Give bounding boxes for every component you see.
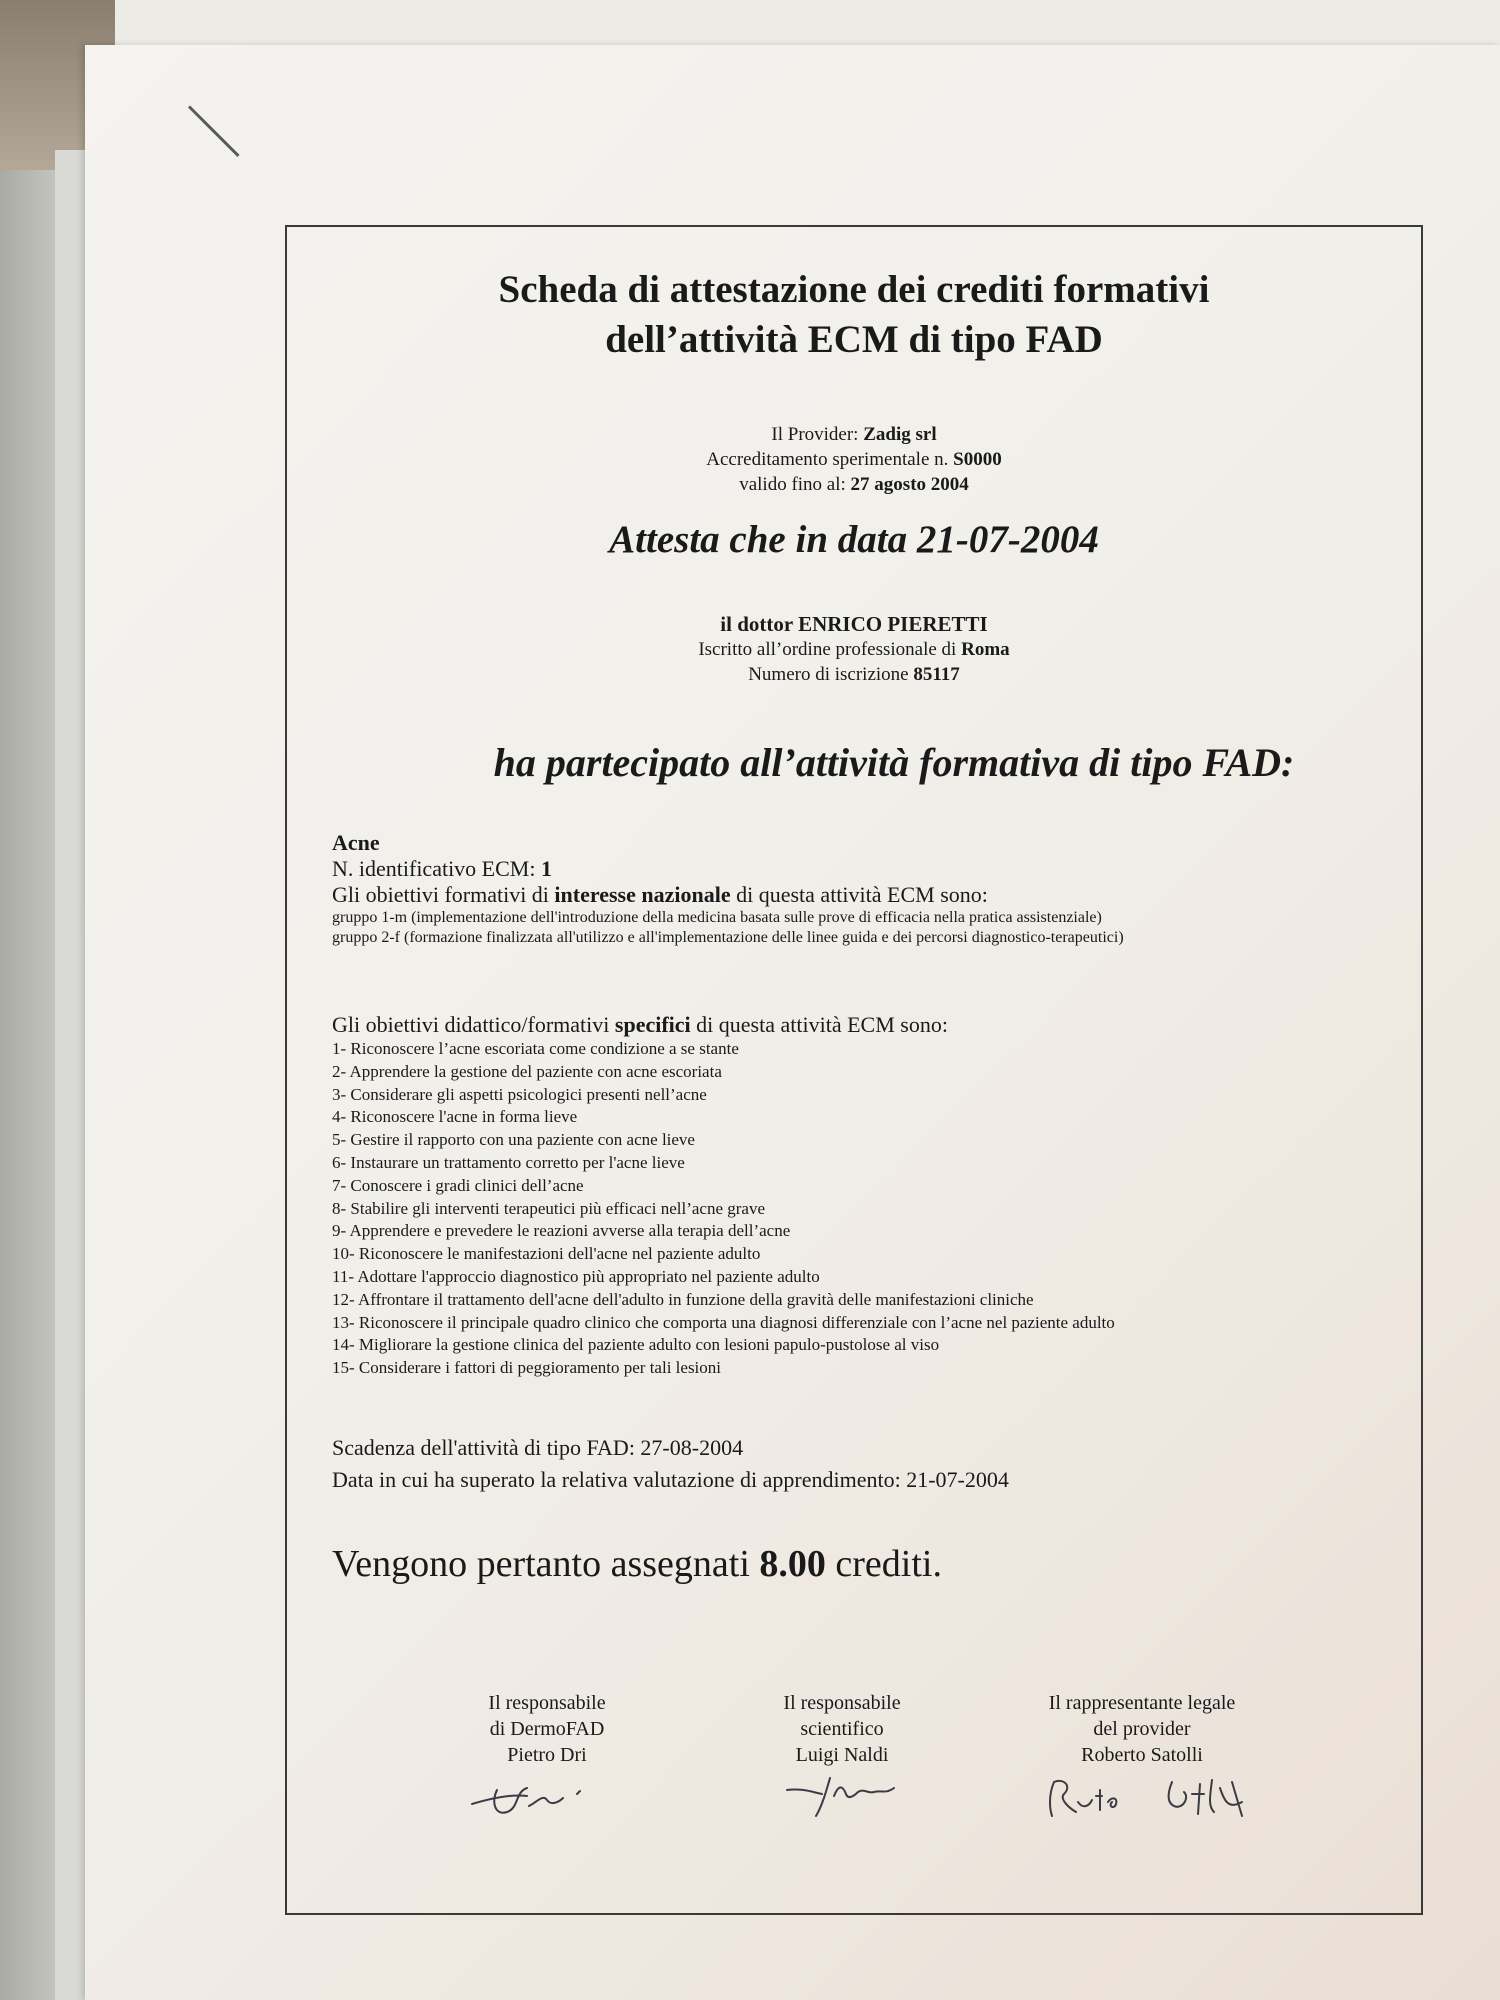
signatory-dermofad bbox=[427, 1690, 667, 1768]
national-group-1: gruppo 1-m (implementazione dell'introduzione della medicina basata sulle prove di efficacia nella pratica assistenziale) bbox=[332, 909, 1102, 926]
objective-item: 11- Adottare l'approccio diagnostico più appropriato nel paziente adulto bbox=[332, 1266, 820, 1286]
certificate-title bbox=[287, 265, 1421, 365]
signatory-role: Il rappresentante legale bbox=[1048, 1692, 1236, 1714]
provider-name: Zadig srl bbox=[863, 424, 937, 445]
signatory-role-detail: scientifico bbox=[800, 1718, 884, 1740]
signatory-legal bbox=[1022, 1690, 1262, 1768]
provider-block bbox=[287, 422, 1421, 497]
title-line-1: Scheda di attestazione dei crediti formativi bbox=[498, 268, 1210, 311]
registration-number: 85117 bbox=[913, 664, 960, 685]
objective-item: 2- Apprendere la gestione del paziente con acne escoriata bbox=[332, 1061, 722, 1081]
course-block bbox=[332, 830, 1381, 948]
objective-item: 15- Considerare i fattori di peggioramento per tali lesioni bbox=[332, 1358, 721, 1378]
signatory-role: Il responsabile bbox=[488, 1692, 606, 1714]
objective-item: 6- Instaurare un trattamento corretto per l'acne lieve bbox=[332, 1152, 685, 1172]
course-name: Acne bbox=[332, 830, 380, 855]
ecm-id-label: N. identificativo ECM: bbox=[332, 856, 536, 881]
handwritten-signature-dri bbox=[467, 1772, 617, 1822]
specific-objectives-block bbox=[332, 1012, 1381, 1380]
attestation-heading: Attesta che in data 21-07-2004 bbox=[609, 518, 1099, 561]
doctor-name: ENRICO PIERETTI bbox=[798, 612, 988, 636]
objective-item: 14- Migliorare la gestione clinica del paziente adulto con lesioni papulo-pustolose al viso bbox=[332, 1335, 940, 1355]
objective-item: 5- Gestire il rapporto con una paziente con acne lieve bbox=[332, 1130, 695, 1150]
objective-item: 10- Riconoscere le manifestazioni dell'acne nel paziente adulto bbox=[332, 1244, 761, 1264]
signatory-name: Luigi Naldi bbox=[795, 1744, 889, 1766]
deadline-block bbox=[332, 1432, 1381, 1496]
certificate-frame bbox=[285, 225, 1423, 1915]
credits-value: 8.00 bbox=[759, 1543, 826, 1585]
passed-text: Data in cui ha superato la relativa valutazione di apprendimento: 21-07-2004 bbox=[332, 1467, 1009, 1492]
objective-item: 9- Apprendere e prevedere le reazioni avverse alla terapia dell’acne bbox=[332, 1221, 791, 1241]
signatory-role: Il responsabile bbox=[783, 1692, 901, 1714]
signatory-name: Pietro Dri bbox=[507, 1744, 587, 1766]
national-group-2: gruppo 2-f (formazione finalizzata all'utilizzo e all'implementazione delle linee guida e dei percorsi diagnostico-terapeutici) bbox=[332, 929, 1124, 946]
participation-heading: ha partecipato all’attività formativa di tipo FAD: bbox=[493, 740, 1295, 785]
staple-mark bbox=[188, 105, 240, 157]
signatory-role-detail: del provider bbox=[1093, 1718, 1191, 1740]
doctor-prefix: il dottor bbox=[720, 612, 793, 636]
national-objectives-post: di questa attività ECM sono: bbox=[736, 882, 988, 907]
specific-objectives-bold: specifici bbox=[614, 1012, 691, 1037]
ecm-id-value: 1 bbox=[540, 856, 552, 881]
signatory-name: Roberto Satolli bbox=[1081, 1744, 1203, 1766]
doctor-block bbox=[287, 612, 1421, 687]
objectives-list bbox=[332, 1038, 1381, 1380]
specific-objectives-post: di questa attività ECM sono: bbox=[696, 1012, 948, 1037]
signatory-role-detail: di DermoFAD bbox=[489, 1718, 605, 1740]
specific-objectives-pre: Gli obiettivi didattico/formativi bbox=[332, 1012, 610, 1037]
national-objectives-pre: Gli obiettivi formativi di bbox=[332, 882, 549, 907]
handwritten-signature-satolli bbox=[1042, 1772, 1272, 1827]
signatory-scientific bbox=[722, 1690, 962, 1768]
certificate-sheet bbox=[85, 45, 1500, 2000]
order-label: Iscritto all’ordine professionale di bbox=[698, 639, 957, 660]
objective-item: 13- Riconoscere il principale quadro clinico che comporta una diagnosi differenziale con l’acne nel paziente adulto bbox=[332, 1312, 1115, 1332]
credits-post: crediti. bbox=[835, 1543, 942, 1585]
deadline-text: Scadenza dell'attività di tipo FAD: 27-08-2004 bbox=[332, 1435, 744, 1460]
objective-item: 1- Riconoscere l’acne escoriata come condizione a se stante bbox=[332, 1039, 739, 1058]
objective-item: 12- Affrontare il trattamento dell'acne dell'adulto in funzione della gravità delle manifestazioni cliniche bbox=[332, 1289, 1034, 1309]
objective-item: 8- Stabilire gli interventi terapeutici più efficaci nell’acne grave bbox=[332, 1198, 765, 1218]
credits-pre: Vengono pertanto assegnati bbox=[332, 1543, 750, 1585]
objective-item: 7- Conoscere i gradi clinici dell’acne bbox=[332, 1175, 584, 1195]
national-objectives-bold: interesse nazionale bbox=[554, 882, 731, 907]
validity-label: valido fino al: bbox=[739, 474, 846, 495]
accreditation-number: S0000 bbox=[953, 449, 1002, 470]
validity-date: 27 agosto 2004 bbox=[850, 474, 969, 495]
title-line-2: dell’attività ECM di tipo FAD bbox=[605, 318, 1103, 361]
registration-label: Numero di iscrizione bbox=[748, 664, 909, 685]
provider-label: Il Provider: bbox=[771, 424, 859, 445]
credits-line bbox=[332, 1542, 1381, 1586]
order-city: Roma bbox=[961, 639, 1010, 660]
accreditation-label: Accreditamento sperimentale n. bbox=[706, 449, 949, 470]
objective-item: 3- Considerare gli aspetti psicologici presenti nell’acne bbox=[332, 1084, 707, 1104]
objective-item: 4- Riconoscere l'acne in forma lieve bbox=[332, 1107, 578, 1127]
handwritten-signature-naldi bbox=[782, 1772, 932, 1822]
